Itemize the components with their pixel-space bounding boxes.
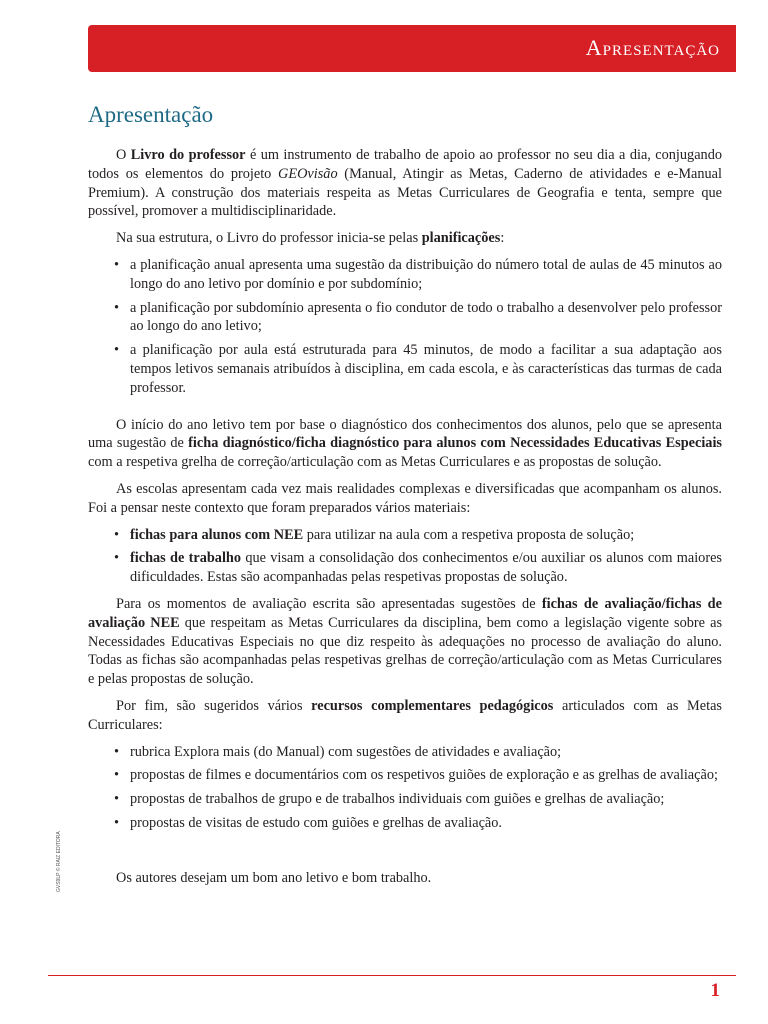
list-item [130, 549, 722, 587]
paragraph-intro [88, 146, 722, 221]
list-item: • a planificação anual apresenta uma sugestão da distribuição do número total de aulas de 45 minutos ao longo do ano letivo por domínio e por subdomínio; [130, 256, 722, 294]
bold-term: Livro do professor [130, 147, 246, 163]
page-number: 1 [710, 980, 720, 1001]
paragraph-schools: As escolas apresentam cada vez mais realidades complexas e diversificadas que acompanham os alunos. Foi a pensar neste contexto que foram preparados vários materiais: [88, 480, 722, 516]
footer-divider [48, 975, 736, 976]
text-run: é um instrumento de trabalho de apoio ao professor no seu dia a dia, conjugando todos os elementos do projeto [88, 147, 722, 182]
section-header-bar [88, 25, 736, 72]
list-item [130, 526, 722, 545]
list-item: • rubrica Explora mais (do Manual) com sugestões de atividades e avaliação; [130, 743, 722, 762]
paragraph-diagnostic [88, 416, 722, 472]
paragraph-closing: Os autores desejam um bom ano letivo e bom trabalho. [116, 869, 432, 886]
page-title: Apresentação [88, 102, 214, 127]
bold-term: fichas de avaliação/fichas de avaliação NEE [88, 595, 722, 631]
list-item: • propostas de trabalhos de grupo e de trabalhos individuais com guiões e grelhas de avaliação; [130, 790, 722, 809]
list-item: • a planificação por aula está estruturada para 45 minutos, de modo a facilitar a sua adaptação aos tempos letivos semanais atribuídos à disciplina, em cada escola, e às características das turmas de cada professor. [130, 341, 722, 397]
publisher-credit: GVS9LP © RAIZ EDITORA [56, 831, 62, 892]
project-name: GEOvisão [278, 165, 338, 182]
bold-term: fichas para alunos com NEE [130, 526, 304, 543]
body-text [88, 146, 722, 896]
text-run: Na sua estrutura, o Livro do professor inicia-se pelas [116, 230, 422, 247]
bold-term: ficha diagnóstico/ficha diagnóstico para alunos com Necessidades Educativas Especiais [188, 435, 722, 452]
spacer [88, 406, 722, 416]
planning-list [88, 256, 722, 398]
spacer [88, 841, 722, 869]
bold-term: recursos complementares pedagógicos [311, 697, 554, 714]
text-run: Para os momentos de avaliação escrita são apresentadas sugestões de [116, 595, 542, 612]
list-item: • a planificação por subdomínio apresenta o fio condutor de todo o trabalho a desenvolver pelo professor ao longo do ano letivo; [130, 299, 722, 337]
materials-list [88, 526, 722, 587]
text-run: para utilizar na aula com a respetiva proposta de solução; [303, 526, 635, 543]
list-item: • propostas de filmes e documentários com os respetivos guiões de exploração e as grelhas de avaliação; [130, 766, 722, 785]
text-run: que respeitam as Metas Curriculares da disciplina, bem como a legislação vigente sobre as Necessidades Educativas Especiais no que diz respeito às adequações no processo de avaliação do aluno. Todas as fichas são acompanhadas pelas respetivas grelhas de correção/articulação com as Metas Curriculares e pelas propostas de solução. [88, 614, 723, 688]
paragraph-structure [88, 229, 722, 248]
bold-term: planificações [421, 230, 501, 247]
text-run: O [116, 147, 131, 163]
list-item: • propostas de visitas de estudo com guiões e grelhas de avaliação. [130, 814, 722, 833]
text-run: (Manual, Atingir as Metas, Caderno de atividades e e-Manual Premium). A construção dos materiais respeita as Metas Curriculares de Geografia e tenta, sempre que possível, promover a multidisciplinaridade. [88, 165, 722, 220]
text-run: : [500, 230, 505, 247]
text-run: Por fim, são sugeridos vários [116, 697, 312, 714]
text-run: com a respetiva grelha de correção/articulação com as Metas Curriculares e as propostas de solução. [88, 454, 662, 471]
bold-term: fichas de trabalho [130, 550, 242, 567]
resources-list [88, 743, 722, 833]
text-run: articulados com as Metas Curriculares: [88, 697, 722, 733]
paragraph-resources [88, 697, 722, 735]
paragraph-evaluation [88, 595, 722, 689]
text-run: O início do ano letivo tem por base o diagnóstico dos conhecimentos dos alunos, pelo que se apresenta uma sugestão de [88, 416, 722, 452]
section-header-title: Apresentação [585, 35, 720, 60]
text-run: que visam a consolidação dos conhecimentos e/ou auxiliar os alunos com maiores dificuldades. Estas são acompanhadas pelas respetivas propostas de solução. [130, 550, 722, 586]
